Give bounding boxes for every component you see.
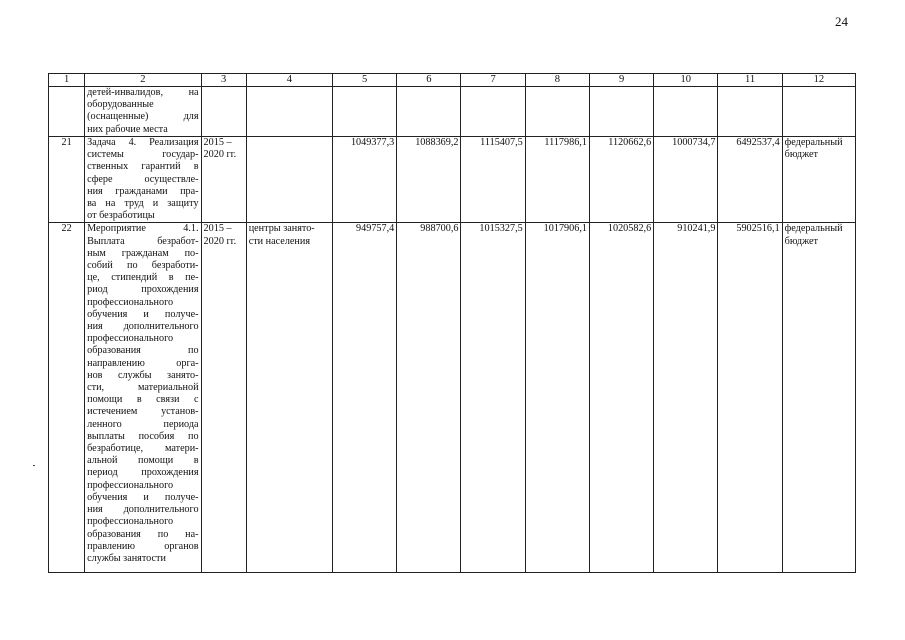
desc-line: риод прохождения	[87, 284, 199, 296]
desc-line: Выплата безработ-	[87, 235, 199, 247]
amount-cell	[589, 87, 653, 137]
table-row	[49, 87, 856, 137]
executor-cell	[246, 223, 332, 573]
column-number-11: 11	[718, 74, 782, 87]
description-cell	[85, 223, 201, 573]
amount-cell	[525, 87, 589, 137]
column-number-7: 7	[461, 74, 525, 87]
table-row	[49, 137, 856, 223]
amount-cell: 1017906,1	[525, 223, 589, 573]
amount-cell: 949757,4	[333, 223, 397, 573]
desc-line: образования по на-	[87, 528, 199, 540]
amount-cell: 6492537,4	[718, 137, 782, 223]
description-cell	[85, 137, 201, 223]
table-body	[49, 74, 856, 573]
desc-line: це, стипендий в пе-	[87, 272, 199, 284]
desc-line: выплаты пособия по	[87, 430, 199, 442]
executor-line: сти населения	[248, 235, 311, 247]
column-number-3: 3	[201, 74, 246, 87]
source-line: федеральный	[784, 223, 843, 235]
funding-source-cell	[782, 137, 855, 223]
desc-line: истечением установ-	[87, 406, 199, 418]
amount-cell: 1115407,5	[461, 137, 525, 223]
desc-line: службы занятости	[87, 552, 166, 564]
funding-source-cell	[782, 87, 855, 137]
desc-line: профессионального	[87, 333, 174, 345]
desc-line: ным гражданам по-	[87, 247, 199, 259]
desc-line: период прохождения	[87, 467, 199, 479]
executor-line: центры занято-	[248, 223, 315, 235]
column-number-2: 2	[85, 74, 201, 87]
row-number-cell	[49, 87, 85, 137]
desc-line: собий по безработи-	[87, 260, 199, 272]
desc-line: профессионального	[87, 516, 174, 528]
period-line: 2015 –	[203, 137, 232, 148]
scan-mark	[33, 465, 35, 466]
desc-line: ва на труд и защиту	[87, 198, 199, 210]
desc-line: обучения и получе-	[87, 308, 199, 320]
executor-cell	[246, 87, 332, 137]
column-number-10: 10	[654, 74, 718, 87]
row-number-cell: 22	[49, 223, 85, 573]
desc-line: направлению орга-	[87, 357, 199, 369]
description-cell	[85, 87, 201, 137]
amount-cell: 5902516,1	[718, 223, 782, 573]
desc-line: альной помощи в	[87, 455, 199, 467]
period-line: 2020 гг.	[203, 149, 237, 161]
desc-line: Мероприятие 4.1.	[87, 223, 199, 235]
desc-line: сти, материальной	[87, 382, 199, 394]
amount-cell	[718, 87, 782, 137]
desc-line: ственных гарантий в	[87, 161, 199, 173]
desc-line: них рабочие места	[87, 123, 168, 135]
amount-cell	[461, 87, 525, 137]
desc-line: от безработицы	[87, 210, 155, 222]
amount-cell: 1120662,6	[589, 137, 653, 223]
desc-line: ния дополнительного	[87, 504, 199, 516]
desc-line: образования по	[87, 345, 199, 357]
funding-source-cell	[782, 223, 855, 573]
amount-cell: 1088369,2	[397, 137, 461, 223]
row-number-cell: 21	[49, 137, 85, 223]
desc-line: ленного периода	[87, 418, 199, 430]
table-row	[49, 223, 856, 573]
amount-cell	[397, 87, 461, 137]
column-number-1: 1	[49, 74, 85, 87]
amount-cell: 1000734,7	[654, 137, 718, 223]
desc-line: оборудованные	[87, 99, 154, 111]
column-number-8: 8	[525, 74, 589, 87]
desc-line: (оснащенные) для	[87, 111, 199, 123]
desc-line: Задача 4. Реализация	[87, 137, 199, 148]
desc-line: детей-инвалидов, на	[87, 87, 199, 98]
period-cell	[201, 223, 246, 573]
amount-cell: 910241,9	[654, 223, 718, 573]
page-number: 24	[835, 14, 848, 29]
column-number-row	[49, 74, 856, 87]
column-number-4: 4	[246, 74, 332, 87]
desc-line: системы государ-	[87, 149, 199, 161]
desc-line: безработице, матери-	[87, 443, 199, 455]
column-number-5: 5	[333, 74, 397, 87]
amount-cell	[333, 87, 397, 137]
column-number-9: 9	[589, 74, 653, 87]
desc-line: нов службы занято-	[87, 369, 199, 381]
source-line: бюджет	[784, 149, 818, 161]
period-cell	[201, 87, 246, 137]
period-line: 2020 гг.	[203, 235, 237, 247]
column-number-12: 12	[782, 74, 855, 87]
amount-cell: 988700,6	[397, 223, 461, 573]
amount-cell	[654, 87, 718, 137]
source-line: федеральный	[784, 137, 843, 148]
period-line: 2015 –	[203, 223, 232, 235]
desc-line: правлению органов	[87, 540, 199, 552]
desc-line: обучения и получе-	[87, 491, 199, 503]
executor-cell	[246, 137, 332, 223]
desc-line: помощи в связи с	[87, 394, 199, 406]
desc-line: профессионального	[87, 479, 174, 491]
desc-line: ния гражданами пра-	[87, 185, 199, 197]
source-line: бюджет	[784, 235, 818, 247]
desc-line: профессионального	[87, 296, 174, 308]
period-cell	[201, 137, 246, 223]
desc-line: ния дополнительного	[87, 321, 199, 333]
amount-cell: 1015327,5	[461, 223, 525, 573]
desc-line: сфере осуществле-	[87, 173, 199, 185]
budget-table	[48, 73, 856, 573]
amount-cell: 1117986,1	[525, 137, 589, 223]
column-number-6: 6	[397, 74, 461, 87]
amount-cell: 1049377,3	[333, 137, 397, 223]
amount-cell: 1020582,6	[589, 223, 653, 573]
